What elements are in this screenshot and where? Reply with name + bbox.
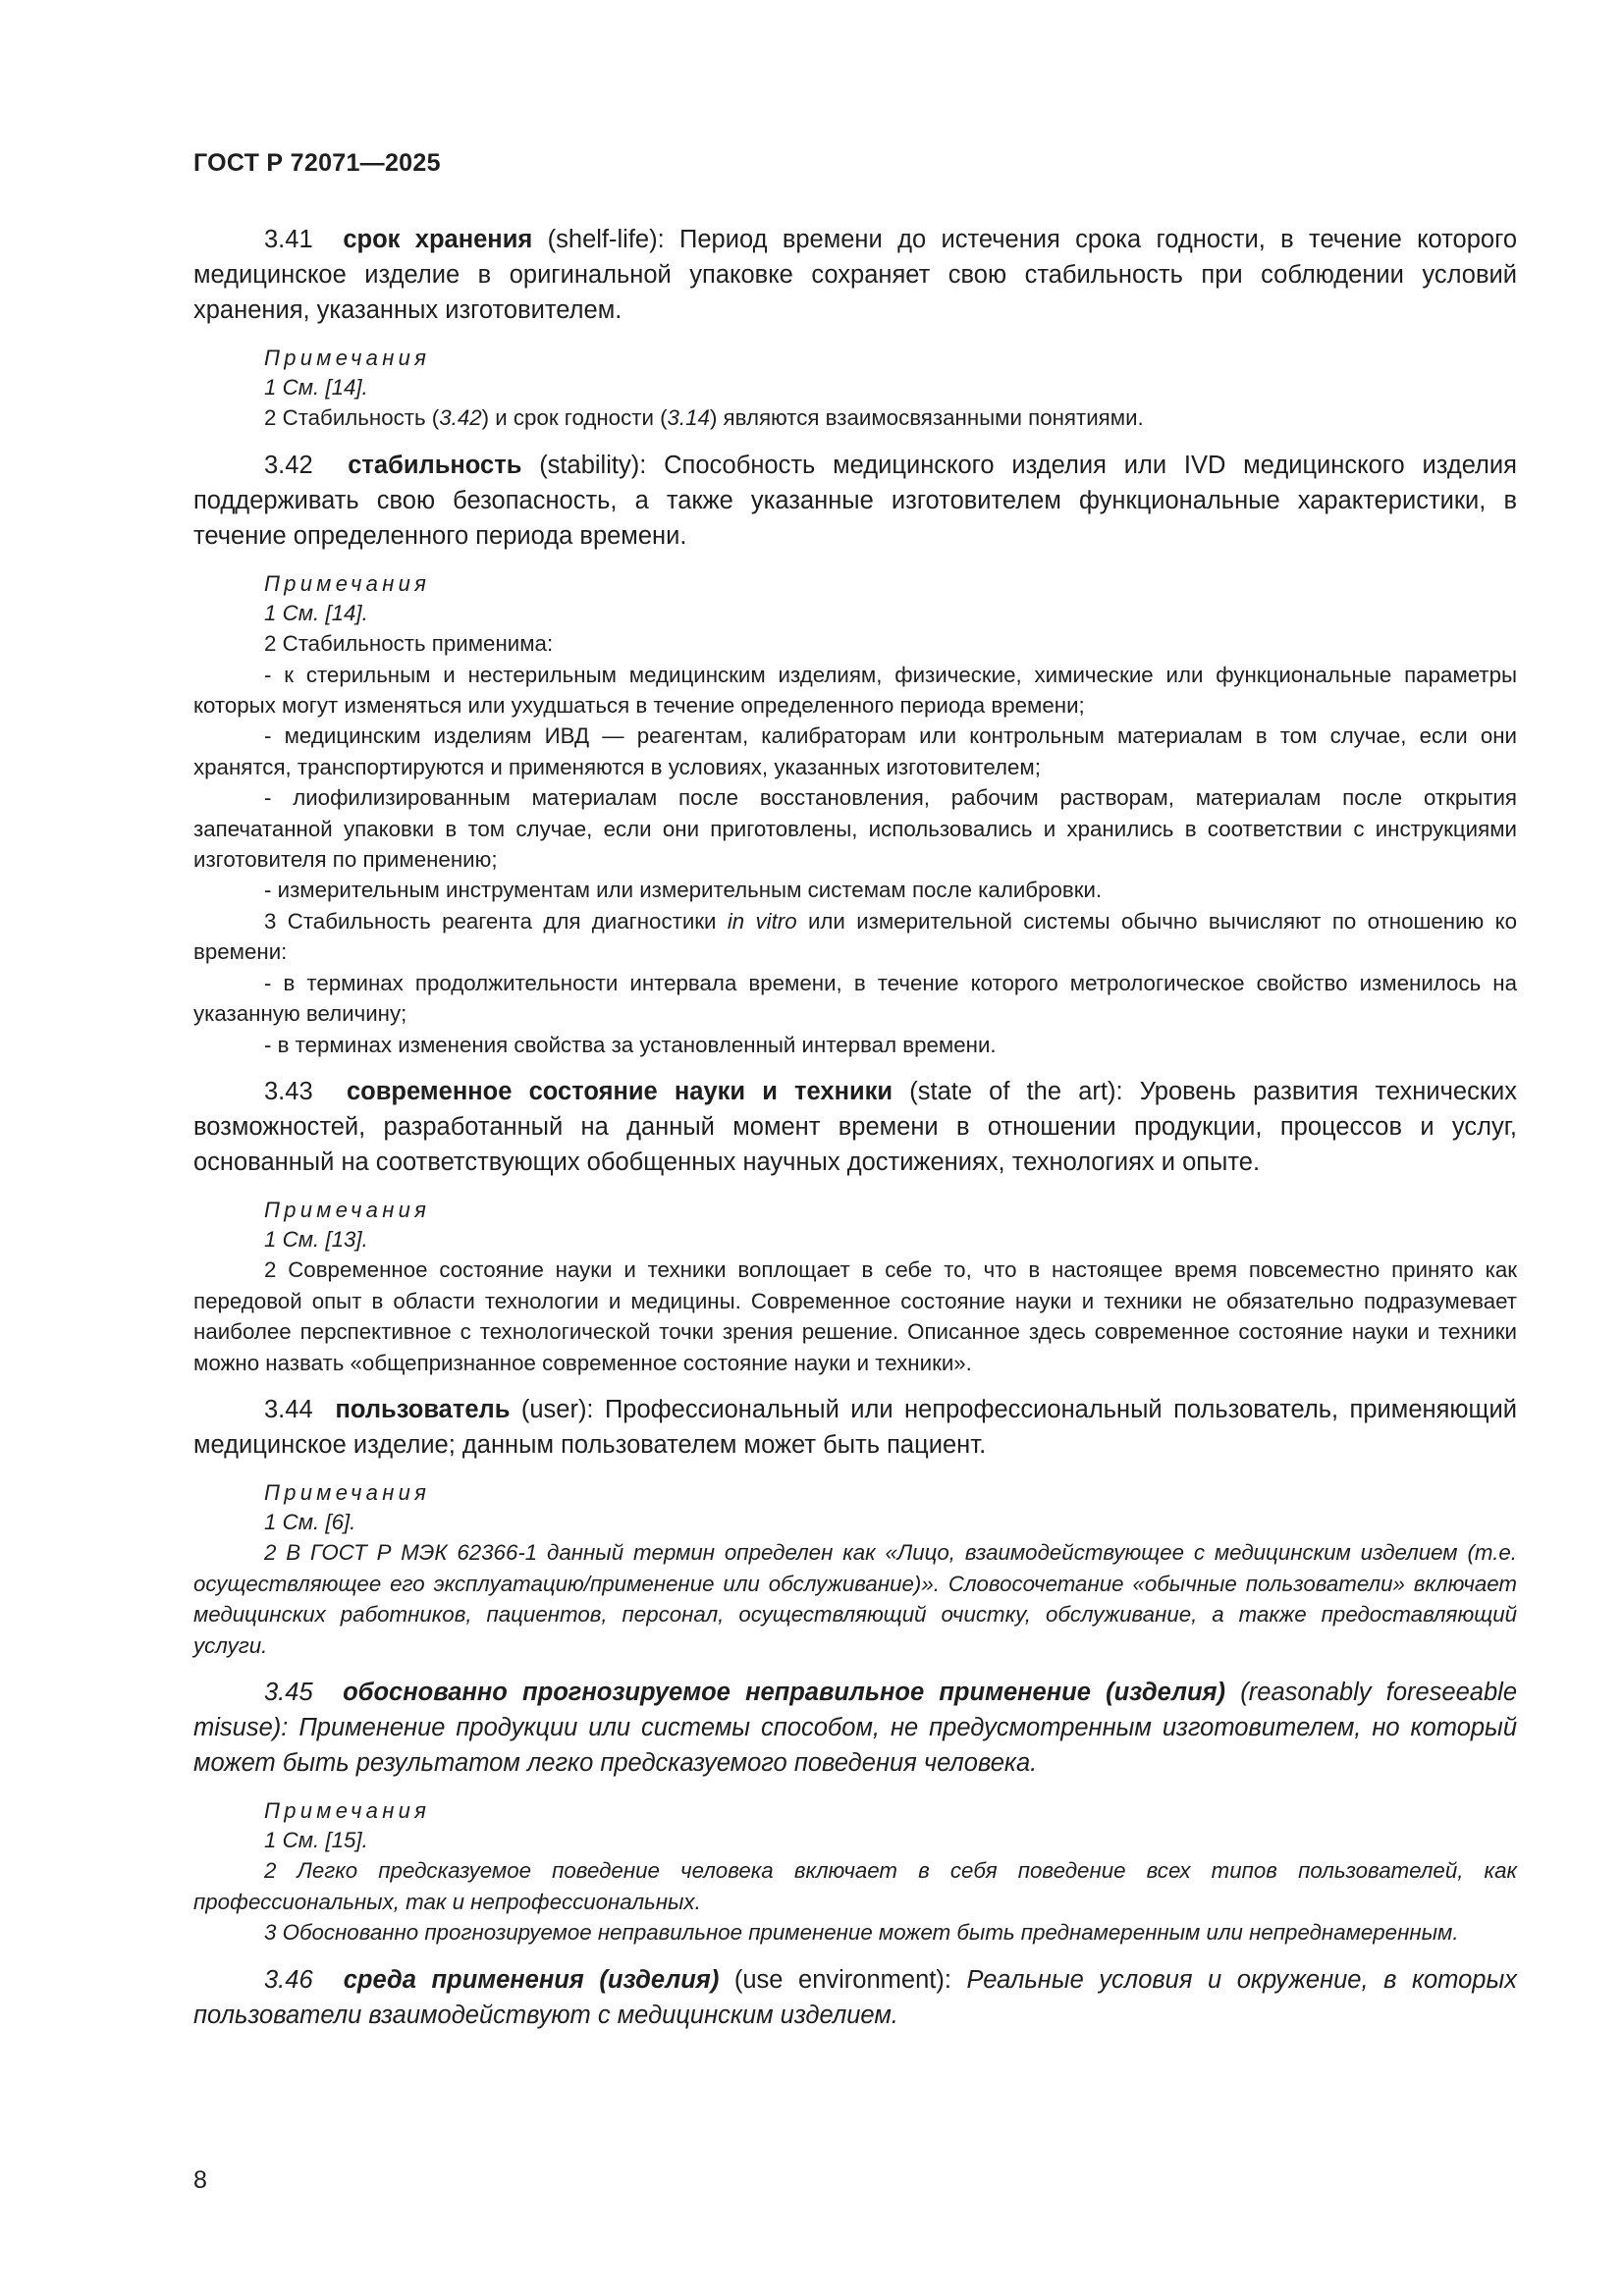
note-item: 2 В ГОСТ Р МЭК 62366-1 данный термин определен как «Лицо, взаимодействующее с медицинским изделием (т.е. осуществляющее его эксплуатацию/применение или обслуживание)». Словосочетание «обычные пользователи» включает медицинских работников, пациентов, персонал, осуществляющий очистку, обслуживание, а также предоставляющий услуги. bbox=[193, 1540, 1517, 1658]
notes-3-43 bbox=[193, 1197, 1517, 1378]
term-english: (use environment): bbox=[733, 1965, 951, 1994]
note-item: 1 См. [14]. bbox=[264, 600, 368, 625]
term-title: пользователь bbox=[335, 1395, 511, 1423]
cross-reference: 3.42 bbox=[439, 405, 482, 431]
note-item: 1 См. [6]. bbox=[264, 1509, 356, 1534]
note-list-item: - медицинским изделиям ИВД — реагентам, калибраторам или контрольным материалам в том случае, если они хранятся, транспортируются и применяются в условиях, указанных изготовителем; bbox=[193, 723, 1517, 779]
note-list-item: - измерительным инструментам или измерительным системам после калибровки. bbox=[264, 878, 1103, 903]
term-english: (shelf-life): bbox=[547, 226, 665, 253]
term-english: (stability): bbox=[539, 451, 647, 479]
notes-3-45 bbox=[193, 1797, 1517, 1949]
term-3-42 bbox=[193, 448, 1517, 554]
notes-title: Примечания bbox=[264, 346, 431, 370]
term-title: обоснованно прогнозируемое неправильное применение (изделия) bbox=[343, 1678, 1226, 1706]
document-body bbox=[193, 222, 1517, 2033]
note-list-item: - в терминах изменения свойства за установленный интервал времени. bbox=[264, 1032, 997, 1057]
term-title: современное состояние науки и техники bbox=[346, 1077, 893, 1105]
term-english: (user): bbox=[520, 1395, 594, 1423]
term-3-43 bbox=[193, 1074, 1517, 1180]
note-item: 3 Обоснованно прогнозируемое неправильное применение может быть преднамеренным или непреднамеренным. bbox=[264, 1920, 1459, 1946]
notes-title: Примечания bbox=[264, 1197, 431, 1222]
note-list-item: - к стерильным и нестерильным медицинским изделиям, физические, химические или функциональные параметры которых могут изменяться или ухудшаться в течение определенного периода времени; bbox=[193, 662, 1517, 719]
term-definition: Реальные условия и окружение, в которых пользователи взаимодействуют с медицинским изделием. bbox=[193, 1965, 1518, 2029]
note-item: 2 Стабильность применима: bbox=[264, 631, 554, 657]
term-definition: Применение продукции или системы способом, не предусмотренным изготовителем, но который может быть результатом легко предсказуемого поведения человека. bbox=[193, 1713, 1517, 1777]
notes-3-41 bbox=[193, 345, 1517, 434]
term-english: (state of the art): bbox=[909, 1077, 1123, 1105]
note-item: 1 См. [14]. bbox=[264, 375, 368, 400]
note-item: 2 Легко предсказуемое поведение человека включает в себя поведение всех типов пользователей, как профессиональных, так и непрофессиональных. bbox=[193, 1858, 1517, 1914]
term-number: 3.41 bbox=[264, 226, 313, 253]
note-list-item: - в терминах продолжительности интервала времени, в течение которого метрологическое свойство изменилось на указанную величину; bbox=[193, 970, 1517, 1027]
term-definition: Уровень развития технических возможностей, разработанный на данный момент времени в отношении продукции, процессов и услуг, основанный на соответствующих обобщенных научных достижениях, технологиях и опыте. bbox=[193, 1077, 1517, 1176]
note-list-item: - лиофилизированным материалам после восстановления, рабочим растворам, материалам после открытия запечатанной упаковки в том случае, если они приготовлены, использовались и хранились в соответствии с инструкциями изготовителя по применению; bbox=[193, 785, 1517, 873]
term-number: 3.43 bbox=[264, 1077, 313, 1105]
term-3-41 bbox=[193, 222, 1517, 328]
standard-header: ГОСТ Р 72071—2025 bbox=[193, 149, 441, 177]
term-definition: Способность медицинского изделия или IVD медицинского изделия поддерживать свою безопасность, а также указанные изготовителем функциональные характеристики, в течение определенного периода времени. bbox=[193, 451, 1517, 550]
notes-title: Примечания bbox=[264, 1797, 431, 1823]
term-3-44 bbox=[193, 1392, 1517, 1463]
note-item: 1 См. [13]. bbox=[264, 1226, 368, 1252]
term-3-46 bbox=[193, 1962, 1517, 2033]
note-item: 3 Стабильность реагента для диагностики in vitro или измерительной системы обычно вычисляют по отношению ко времени: bbox=[193, 908, 1517, 965]
term-number: 3.46 bbox=[264, 1965, 313, 1994]
page-number: 8 bbox=[193, 2166, 207, 2194]
term-definition: Период времени до истечения срока годности, в течение которого медицинское изделие в оригинальной упаковке сохраняет свою стабильность при соблюдении условий хранения, указанных изготовителем. bbox=[193, 226, 1518, 324]
term-3-45 bbox=[193, 1675, 1517, 1781]
term-english: (reasonably foreseeable misuse): bbox=[193, 1678, 1518, 1741]
note-item: 1 См. [15]. bbox=[264, 1827, 368, 1852]
term-number: 3.42 bbox=[264, 451, 313, 479]
notes-title: Примечания bbox=[264, 570, 431, 596]
term-title: срок хранения bbox=[343, 226, 533, 253]
term-definition: Профессиональный или непрофессиональный пользователь, применяющий медицинское изделие; данным пользователем может быть пациент. bbox=[193, 1395, 1517, 1459]
note-item: 2 Современное состояние науки и техники воплощает в себе то, что в настоящее время повсеместно принято как передовой опыт в области технологии и медицины. Современное состояние науки и техники не обязательно подразумевает наиболее перспективное с технологической точки зрения решение. Описанное здесь современное состояние науки и техники можно назвать «общепризнанное современное состояние науки и техники». bbox=[193, 1257, 1517, 1375]
term-title: стабильность bbox=[348, 451, 522, 479]
term-title: среда применения (изделия) bbox=[343, 1965, 720, 1994]
note-item: 2 Стабильность (3.42) и срок годности (3.14) являются взаимосвязанными понятиями. bbox=[264, 405, 1144, 431]
notes-title: Примечания bbox=[264, 1479, 431, 1505]
term-number: 3.45 bbox=[264, 1678, 313, 1706]
cross-reference: 3.14 bbox=[667, 405, 710, 431]
term-number: 3.44 bbox=[264, 1395, 313, 1423]
notes-3-44 bbox=[193, 1479, 1517, 1661]
notes-3-42 bbox=[193, 570, 1517, 1060]
